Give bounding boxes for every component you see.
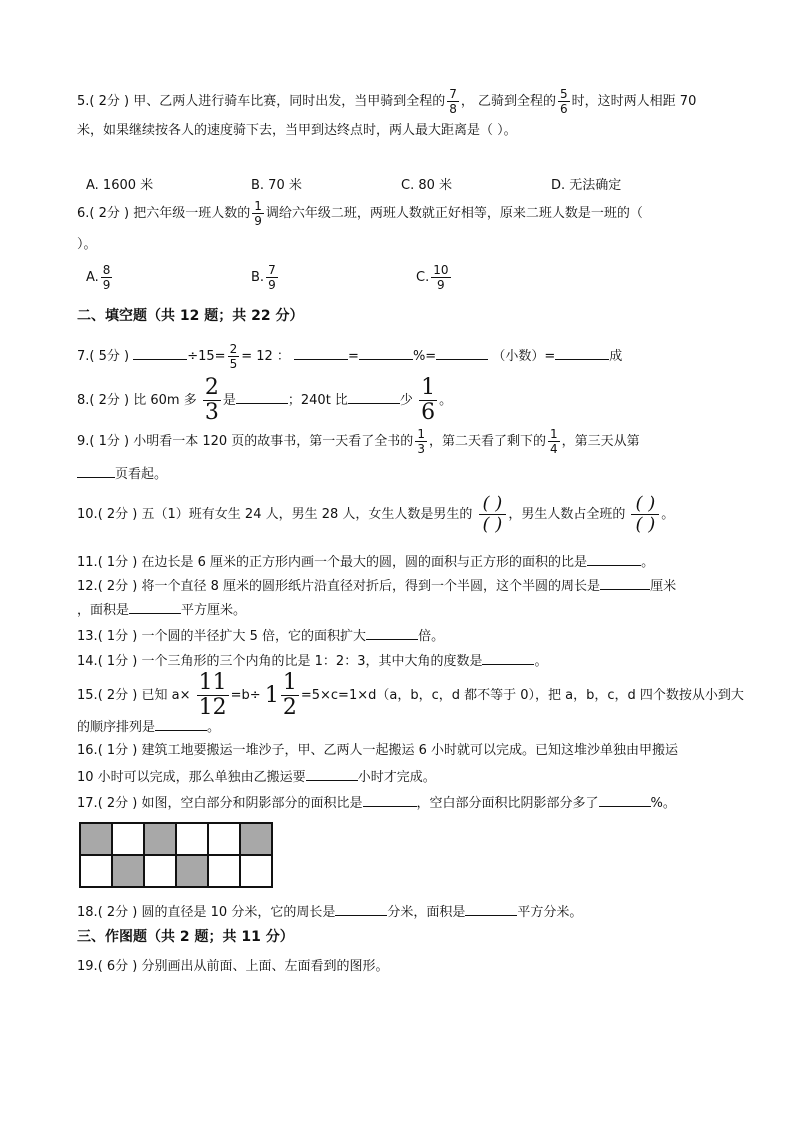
answer-blank[interactable]: [465, 903, 517, 916]
section-heading: 二、填空题（共 12 题；共 22 分）: [77, 308, 304, 324]
score: ( 2分 ): [89, 94, 130, 109]
fraction: $\frac{7}{8}$: [449, 87, 457, 116]
q8: 8.( 2分 ) 比 60m 多 $\frac{2}{3}$ 是 ；240t 比 少 $\frac{1}{6}$ 。: [77, 375, 453, 425]
q11: 11.( 1分 ) 在边长是 6 厘米的正方形内画一个最大的圆，圆的面积与正方形的面积的比是 。: [77, 555, 655, 570]
answer-blank[interactable]: [359, 347, 413, 360]
shaded-cell: [240, 823, 272, 855]
option-c: C. 80 米: [401, 178, 453, 193]
fraction: $\frac{1}{9}$: [254, 199, 262, 228]
q16-line2: 10 小时可以完成，那么单独由乙搬运要 小时才完成。: [77, 770, 436, 785]
answer-blank[interactable]: [366, 627, 418, 640]
question-text: 把六年级一班人数的: [133, 206, 251, 221]
answer-blank[interactable]: [129, 601, 181, 614]
q16-line1: 16.( 1分 ) 建筑工地要搬运一堆沙子，甲、乙两人一起搬运 6 小时就可以完成。已知这堆沙单独由甲搬运: [77, 743, 679, 758]
answer-blank[interactable]: [587, 553, 641, 566]
shaded-cell: [112, 855, 144, 887]
question-number: 5.: [77, 94, 90, 109]
answer-blank[interactable]: [335, 903, 387, 916]
q15-line2: 的顺序排列是 。: [77, 720, 221, 735]
answer-blank[interactable]: [436, 347, 488, 360]
option-c: C. $\frac{10}{9}$: [416, 263, 449, 292]
question-text: 调给六年级二班，两班人数就正好相等，原来二班人数是一班的（: [265, 206, 643, 221]
q15-line1: 15.( 2分 ) 已知 a× $\frac{11}{12}$ =b÷ 1 $\frac{1}{2}$ =5×c=1×d（a，b，c，d 都不等于 0），把 a，b，c，d 四个数按从小到大: [77, 670, 744, 720]
answer-blank[interactable]: [599, 794, 651, 807]
answer-blank[interactable]: [155, 718, 207, 731]
q18: 18.( 2分 ) 圆的直径是 10 分米，它的周长是 分米，面积是 平方分米。: [77, 905, 583, 920]
blank-cell: [144, 855, 176, 887]
option-a: A. $\frac{8}{9}$: [86, 263, 111, 292]
option-a: A. 1600 米: [86, 178, 154, 193]
q14: 14.( 1分 ) 一个三角形的三个内角的比是 1：2：3，其中大角的度数是 。: [77, 654, 548, 669]
answer-blank[interactable]: [236, 391, 288, 404]
q5-line1: [77, 88, 696, 115]
shaded-cell: [80, 823, 112, 855]
answer-blank[interactable]: [555, 347, 609, 360]
q6-line2: ）。: [77, 237, 97, 252]
shaded-cell: [144, 823, 176, 855]
q13: 13.( 1分 ) 一个圆的半径扩大 5 倍，它的面积扩大 倍。: [77, 629, 445, 644]
answer-blank[interactable]: [348, 391, 400, 404]
q6-line1: [77, 200, 643, 227]
answer-blank[interactable]: [133, 347, 187, 360]
blank-cell: [208, 855, 240, 887]
shaded-grid-figure: [79, 822, 273, 888]
q9-line1: 9.( 1分 ) 小明看一本 120 页的故事书，第一天看了全书的 $\frac{1}{3}$ ，第二天看了剩下的 $\frac{1}{4}$ ，第三天从第: [77, 427, 640, 456]
q9-line2: 页看起。: [77, 465, 167, 481]
blank-cell: [176, 823, 208, 855]
answer-blank[interactable]: [306, 768, 358, 781]
blank-cell: [112, 823, 144, 855]
question-text: ， 乙骑到全程的: [460, 94, 557, 109]
answer-blank[interactable]: [482, 652, 534, 665]
option-b: B. 70 米: [251, 178, 302, 193]
score: ( 2分 ): [89, 206, 130, 221]
q10: 10.( 2分 ) 五（1）班有女生 24 人，男生 28 人，女生人数是男生的 $\frac{( )}{( )}$ ，男生人数占全班的 $\frac{( )}{( )}$ 。: [77, 493, 675, 535]
option-d: D. 无法确定: [551, 178, 622, 193]
shaded-cell: [176, 855, 208, 887]
q17: 17.( 2分 ) 如图，空白部分和阴影部分的面积比是 ，空白部分面积比阴影部分多了 %。: [77, 796, 676, 811]
blank-cell: [80, 855, 112, 887]
question-text: 时，这时两人相距 70: [571, 94, 697, 109]
question-text: 甲、乙两人进行骑车比赛，同时出发，当甲骑到全程的: [133, 94, 446, 109]
q12-line1: 12.( 2分 ) 将一个直径 8 厘米的圆形纸片沿直径对折后，得到一个半圆，这个半圆的周长是 厘米: [77, 579, 677, 594]
answer-blank[interactable]: [77, 465, 115, 478]
answer-blank[interactable]: [363, 794, 417, 807]
answer-blank[interactable]: [294, 347, 348, 360]
q5-line2: 米，如果继续按各人的速度骑下去，当甲到达终点时，两人最大距离是（ ）。: [77, 123, 517, 138]
answer-blank[interactable]: [600, 577, 650, 590]
q12-line2: ，面积是 平方厘米。: [77, 603, 247, 618]
option-b: B. $\frac{7}{9}$: [251, 263, 276, 292]
blank-cell: [240, 855, 272, 887]
grid-row: [80, 823, 272, 855]
grid-row: [80, 855, 272, 887]
q19: 19.( 6分 ) 分别画出从前面、上面、左面看到的图形。: [77, 959, 389, 974]
fraction: $\frac{5}{6}$: [560, 87, 568, 116]
q7: 7.( 5分 ) ÷15= $\frac{2}{5}$ = 12 ： = %= （小数）= 成: [77, 342, 623, 371]
blank-cell: [208, 823, 240, 855]
section-heading: 三、作图题（共 2 题；共 11 分）: [77, 929, 294, 945]
question-number: 6.: [77, 206, 90, 221]
